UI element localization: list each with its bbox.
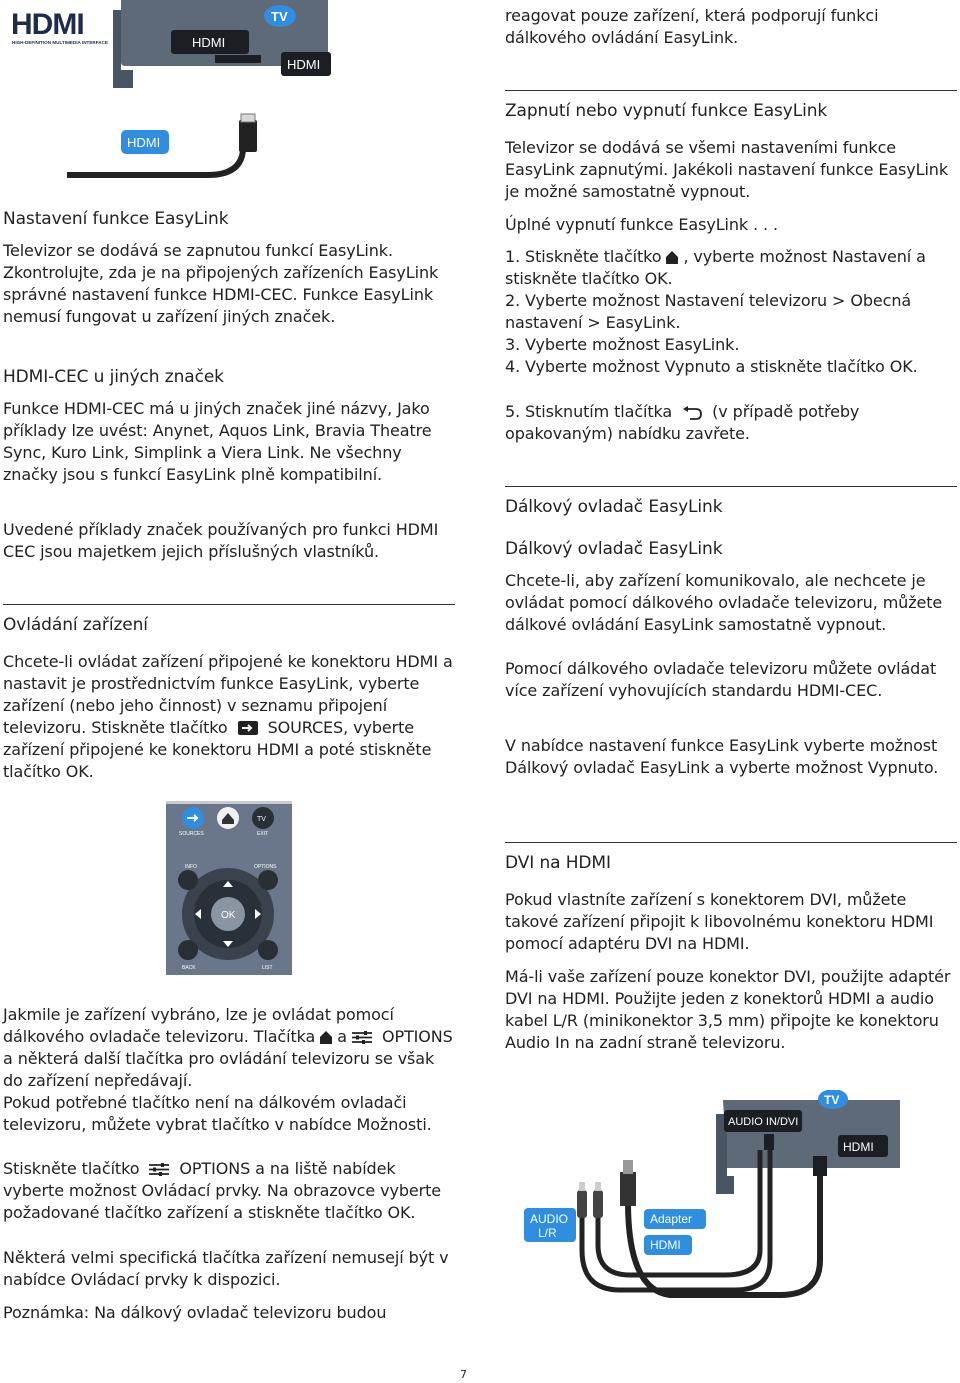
- step-3: [505, 334, 957, 356]
- text-segment: a na liště nabídek vyberte možnost: [3, 1159, 396, 1200]
- paragraph-options-controls: [3, 1158, 455, 1224]
- section-heading-easylink-remote: Dálkový ovladač EasyLink: [505, 497, 723, 517]
- text-segment-ok: OK.: [889, 357, 918, 376]
- paragraph-remote-disable: Chcete-li, aby zařízení komunikovalo, ale nechcete je ovládat pomocí dálkového ovladače televizoru, můžete dálkové ovládání EasyLink samostatně vypnout.: [505, 571, 943, 634]
- remote-list-label: LIST: [262, 965, 273, 971]
- text-segment-controls: Ovládací prvky.: [141, 1181, 262, 1200]
- hdmi-port-label-2: HDMI: [287, 57, 321, 72]
- remote-tv-label: TV: [257, 816, 266, 823]
- text-segment-ok: OK.: [644, 269, 673, 288]
- step-1: [505, 246, 957, 290]
- paragraph-specific-buttons: Některá velmi specifická tlačítka zařízení nemusejí být v nabídce Ovládací prvky k dispozici.: [3, 1248, 449, 1289]
- diagram-tv-badge: TV: [824, 1093, 840, 1107]
- info-button: [178, 870, 198, 890]
- text-segment: pomocí adaptéru DVI na HDMI.: [505, 934, 750, 953]
- options-button: [258, 870, 278, 890]
- section-heading-device-control: Ovládání zařízení: [3, 615, 148, 635]
- subheading-easylink-remote: Dálkový ovladač EasyLink: [505, 539, 723, 559]
- text-segment: a stiskněte tlačítko: [505, 247, 926, 288]
- text-segment: 1. Stiskněte tlačítko: [505, 247, 662, 266]
- diagram-audio-lr-1: AUDIO: [530, 1212, 569, 1226]
- back-icon: [681, 406, 703, 420]
- text-segment-hdmi: HDMI: [890, 912, 934, 931]
- list-button: [258, 940, 278, 960]
- text-segment: Jakmile je zařízení vybráno, lze je ovládat pomocí dálkového ovladače televizoru. Tlačítka: [3, 1005, 394, 1046]
- hdmi-logo-sub: HIGH-DEFINITION MULTIMEDIA INTERFACE: [12, 40, 108, 45]
- options-icon: [148, 1162, 170, 1177]
- text-segment: a některá další tlačítka pro ovládání televizoru se však do zařízení nepředávají.: [3, 1049, 435, 1090]
- back-button: [178, 940, 198, 960]
- diagram-hdmi-port: HDMI: [843, 1140, 874, 1154]
- home-icon: [319, 1030, 333, 1045]
- remote-back-label: BACK: [182, 965, 196, 971]
- step-2: [505, 290, 957, 334]
- text-segment-remote: Dálkový ovladač EasyLink: [505, 758, 710, 777]
- text-segment: Pokud vlastníte zařízení s konektorem DVI, můžete takové zařízení připojit k libovolnému konektoru: [505, 890, 907, 931]
- hdmi-logo: HDMI: [11, 8, 84, 41]
- remote-options-label: OPTIONS: [254, 864, 277, 870]
- diagram-audio-in-dvi: AUDIO IN/DVI: [728, 1116, 799, 1128]
- paragraph-trademarks: Uvedené příklady značek používaných pro funkci HDMI CEC jsou majetkem jejich příslušných vlastníků.: [3, 520, 439, 561]
- text-segment-options: OPTIONS: [381, 1027, 453, 1046]
- text-segment-options: OPTIONS: [179, 1159, 251, 1178]
- subheading-hdmi-cec: HDMI-CEC u jiných značek: [3, 367, 224, 387]
- paragraph-dvi-adapter: [505, 889, 957, 955]
- options-icon: [351, 1030, 373, 1045]
- text-segment: 2. Vyberte možnost: [505, 291, 660, 310]
- step-5: [505, 401, 957, 445]
- text-segment-tv-settings: Nastavení televizoru: [664, 291, 828, 310]
- hdmi-connection-illustration: [3, 0, 455, 190]
- diagram-audio-lr-2: L/R: [538, 1226, 557, 1240]
- text-segment-off: Vypnuto.: [867, 758, 939, 777]
- paragraph-missing-button: Pokud potřebné tlačítko není na dálkovém ovladači televizoru, můžete vybrat tlačítko v nabídce Možnosti.: [3, 1093, 432, 1134]
- section-divider: [505, 842, 957, 843]
- paragraph-dvi-audio: Má-li vaše zařízení pouze konektor DVI, použijte adaptér DVI na HDMI. Použijte jeden z konektorů HDMI a audio kabel L/R (minikonektor 3,5 mm) připojte ke konektoru Audio In na zadní straně televizoru.: [505, 967, 951, 1052]
- text-segment: a vyberte možnost: [714, 758, 863, 777]
- text-segment: Stiskněte tlačítko: [3, 1159, 140, 1178]
- paragraph-easylink-intro: Televizor se dodává se zapnutou funkcí EasyLink. Zkontrolujte, zda je na připojených zařízeních EasyLink správné nastavení funkce HDMI-CEC. Funkce EasyLink nemusí fungovat u zařízení jiných značek.: [3, 241, 439, 326]
- text-segment-off: Vypnuto: [664, 357, 731, 376]
- home-icon: [665, 250, 679, 265]
- text-segment: a stiskněte tlačítko: [735, 357, 885, 376]
- hdmi-cable-label: HDMI: [127, 135, 161, 150]
- hdmi-port-label-1: HDMI: [192, 35, 226, 50]
- text-segment: V nabídce nastavení funkce EasyLink vyberte možnost: [505, 736, 938, 755]
- text-segment: 5. Stisknutím tlačítka: [505, 402, 673, 421]
- text-segment: , vyberte zařízení připojené ke konektoru HDMI a poté stiskněte tlačítko: [3, 718, 432, 781]
- tv-badge: TV: [271, 9, 288, 24]
- text-segment-ok: OK.: [387, 1203, 416, 1222]
- paragraph-remote-setting: [505, 735, 957, 779]
- remote-sources-label: SOURCES: [179, 831, 204, 837]
- text-segment-easylink: EasyLink.: [605, 313, 681, 332]
- text-segment: (v případě potřeby opakovaným) nabídku zavřete.: [505, 402, 860, 443]
- text-segment: Chcete-li ovládat zařízení připojené ke konektoru HDMI a nastavit je prostřednictvím funkce EasyLink, vyberte zařízení (nebo jeho činnost) v seznamu připojení televizoru. Stiskněte tlačítko: [3, 652, 453, 737]
- text-segment-sources: SOURCES: [267, 718, 344, 737]
- text-segment-general-settings: Obecná nastavení: [505, 291, 912, 332]
- paragraph-remote-multi: Pomocí dálkového ovladače televizoru můžete ovládat více zařízení vyhovujících standardu HDMI-CEC.: [505, 659, 937, 700]
- text-segment: 4. Vyberte možnost: [505, 357, 660, 376]
- sources-icon: [237, 720, 259, 736]
- text-segment-ok: OK.: [65, 762, 94, 781]
- paragraph-full-disable: Úplné vypnutí funkce EasyLink . . .: [505, 215, 778, 234]
- text-segment-settings: Nastavení: [831, 247, 912, 266]
- text-segment: Na obrazovce vyberte požadované tlačítko zařízení a stiskněte tlačítko: [3, 1181, 442, 1222]
- remote-exit-label: EXIT: [257, 831, 269, 837]
- remote-control-illustration: [166, 801, 292, 975]
- text-segment: , vyberte možnost: [683, 247, 827, 266]
- section-divider: [505, 486, 957, 487]
- remote-ok-label: OK: [221, 910, 236, 921]
- page-number: 7: [460, 1368, 467, 1381]
- section-heading-easylink-onoff: Zapnutí nebo vypnutí funkce EasyLink: [505, 101, 828, 121]
- section-heading-easylink-setup: Nastavení funkce EasyLink: [3, 209, 229, 229]
- paragraph-device-selected: [3, 1004, 455, 1092]
- paragraph-note: Poznámka: Na dálkový ovladač televizoru budou: [3, 1303, 387, 1322]
- diagram-adapter-label: Adapter: [650, 1212, 693, 1226]
- diagram-hdmi-cable-label: HDMI: [650, 1238, 681, 1252]
- paragraph-hdmi-cec-brands: Funkce HDMI-CEC má u jiných značek jiné názvy, Jako příklady lze uvést: Anynet, Aquos Link, Bravia Theatre Sync, Kuro Link, Simplink a Viera Link. Ne všechny značky jsou s funkcí EasyLink plně kompatibilní.: [3, 399, 432, 484]
- text-segment-arrow: >: [587, 313, 601, 332]
- text-segment-easylink: EasyLink.: [664, 335, 740, 354]
- section-divider: [505, 90, 957, 91]
- text-segment: a: [337, 1027, 347, 1046]
- paragraph-easylink-defaults: Televizor se dodává se všemi nastaveními funkce EasyLink zapnutými. Jakékoli nastavení funkce EasyLink je možné samostatně vypnout.: [505, 138, 949, 201]
- text-segment: 3. Vyberte možnost: [505, 335, 660, 354]
- text-segment-arrow: >: [832, 291, 846, 310]
- remote-info-label: INFO: [185, 864, 197, 870]
- section-divider: [3, 604, 455, 605]
- paragraph-device-control: [3, 651, 455, 783]
- step-4: [505, 356, 957, 378]
- section-heading-dvi-hdmi: DVI na HDMI: [505, 853, 611, 873]
- dvi-hdmi-diagram: [520, 1090, 900, 1310]
- paragraph-continued: reagovat pouze zařízení, která podporují funkci dálkového ovládání EasyLink.: [505, 6, 879, 47]
